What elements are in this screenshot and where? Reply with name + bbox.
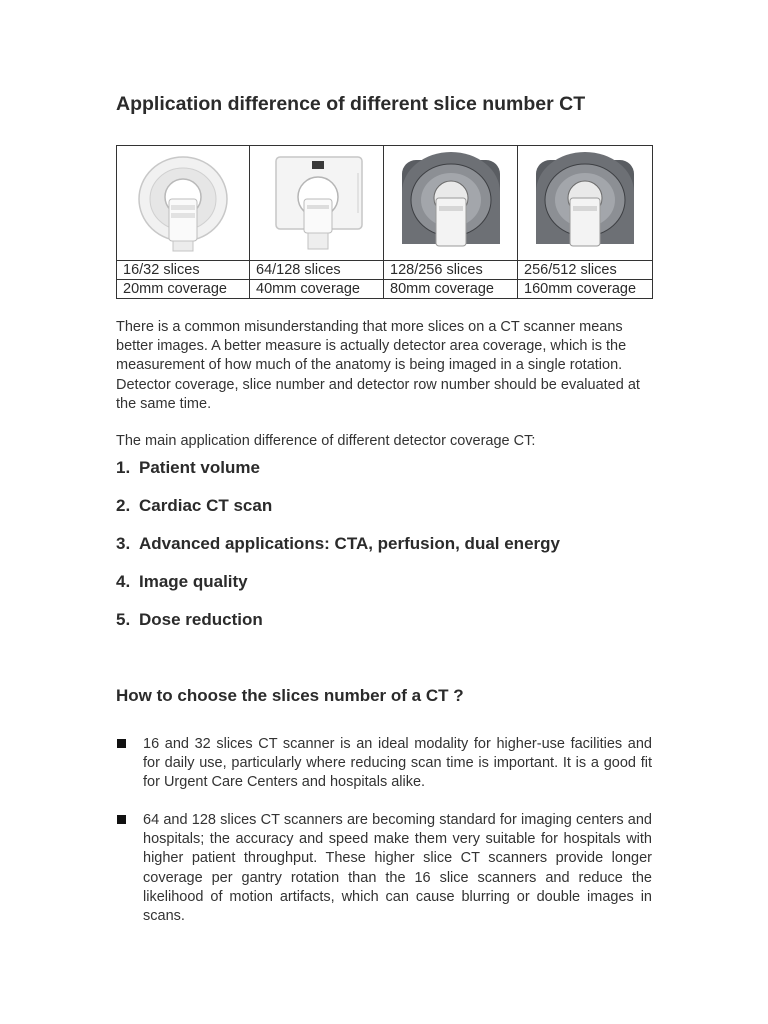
square-bullet-icon <box>117 739 126 748</box>
list-text: Cardiac CT scan <box>139 496 273 515</box>
list-text: Dose reduction <box>139 610 263 629</box>
list-text: Image quality <box>139 572 248 591</box>
list-number: 1. <box>116 458 131 477</box>
intro-paragraph: There is a common misunderstanding that more slices on a CT scanner means better images. A better measure is actually detector area coverage, which is the measurement of how much of the anatomy is being imaged in a single rotation. Detector coverage, slice number and detector row number should be evaluated at the same time. <box>116 319 640 412</box>
numbered-list <box>116 458 560 648</box>
table-coverage-row <box>117 280 653 299</box>
list-item <box>116 534 560 572</box>
section-subheading: How to choose the slices number of a CT ? <box>116 686 464 705</box>
ct-scanner-white-image <box>135 153 231 253</box>
list-intro: The main application difference of different detector coverage CT: <box>116 433 536 449</box>
bullet-item <box>116 811 652 926</box>
bullet-text: 64 and 128 slices CT scanners are becoming standard for imaging centers and hospitals; the accuracy and speed make them very suitable for hospitals with higher patient throughput. These higher slice CT scanners provide longer coverage per gantry rotation than the 16 slice scanners and reduce the likelihood of motion artifacts, which can cause blurring or double images in scans. <box>143 812 652 925</box>
list-text: Patient volume <box>139 458 260 477</box>
table-cell-slices: 128/256 slices <box>384 261 518 280</box>
table-image-row <box>117 146 653 261</box>
table-cell-image <box>117 146 250 261</box>
table-cell-coverage: 80mm coverage <box>384 280 518 299</box>
bullet-item <box>116 735 652 793</box>
page-title: Application difference of different slice number CT <box>116 93 586 115</box>
list-number: 2. <box>116 496 131 515</box>
list-item <box>116 572 560 610</box>
list-number: 3. <box>116 534 131 553</box>
list-number: 4. <box>116 572 131 591</box>
table-slices-row <box>117 261 653 280</box>
table-cell-image <box>250 146 384 261</box>
ct-comparison-table <box>116 145 653 299</box>
list-item <box>116 610 560 648</box>
table-cell-slices: 16/32 slices <box>117 261 250 280</box>
table-cell-coverage: 160mm coverage <box>518 280 653 299</box>
table-cell-coverage: 20mm coverage <box>117 280 250 299</box>
table-cell-image <box>384 146 518 261</box>
table-cell-image <box>518 146 653 261</box>
square-bullet-icon <box>117 815 126 824</box>
list-item <box>116 496 560 534</box>
table-cell-slices: 64/128 slices <box>250 261 384 280</box>
list-item <box>116 458 560 496</box>
list-number: 5. <box>116 610 131 629</box>
table-cell-slices: 256/512 slices <box>518 261 653 280</box>
bullet-text: 16 and 32 slices CT scanner is an ideal modality for higher-use facilities and for daily use, particularly where reducing scan time is important. It is a good fit for Urgent Care Centers and hospitals alike. <box>143 736 652 791</box>
ct-scanner-dark-image <box>396 152 506 254</box>
ct-scanner-white-boxy-image <box>262 153 372 253</box>
ct-scanner-dark-image <box>530 152 640 254</box>
table-cell-coverage: 40mm coverage <box>250 280 384 299</box>
list-text: Advanced applications: CTA, perfusion, dual energy <box>139 534 560 553</box>
